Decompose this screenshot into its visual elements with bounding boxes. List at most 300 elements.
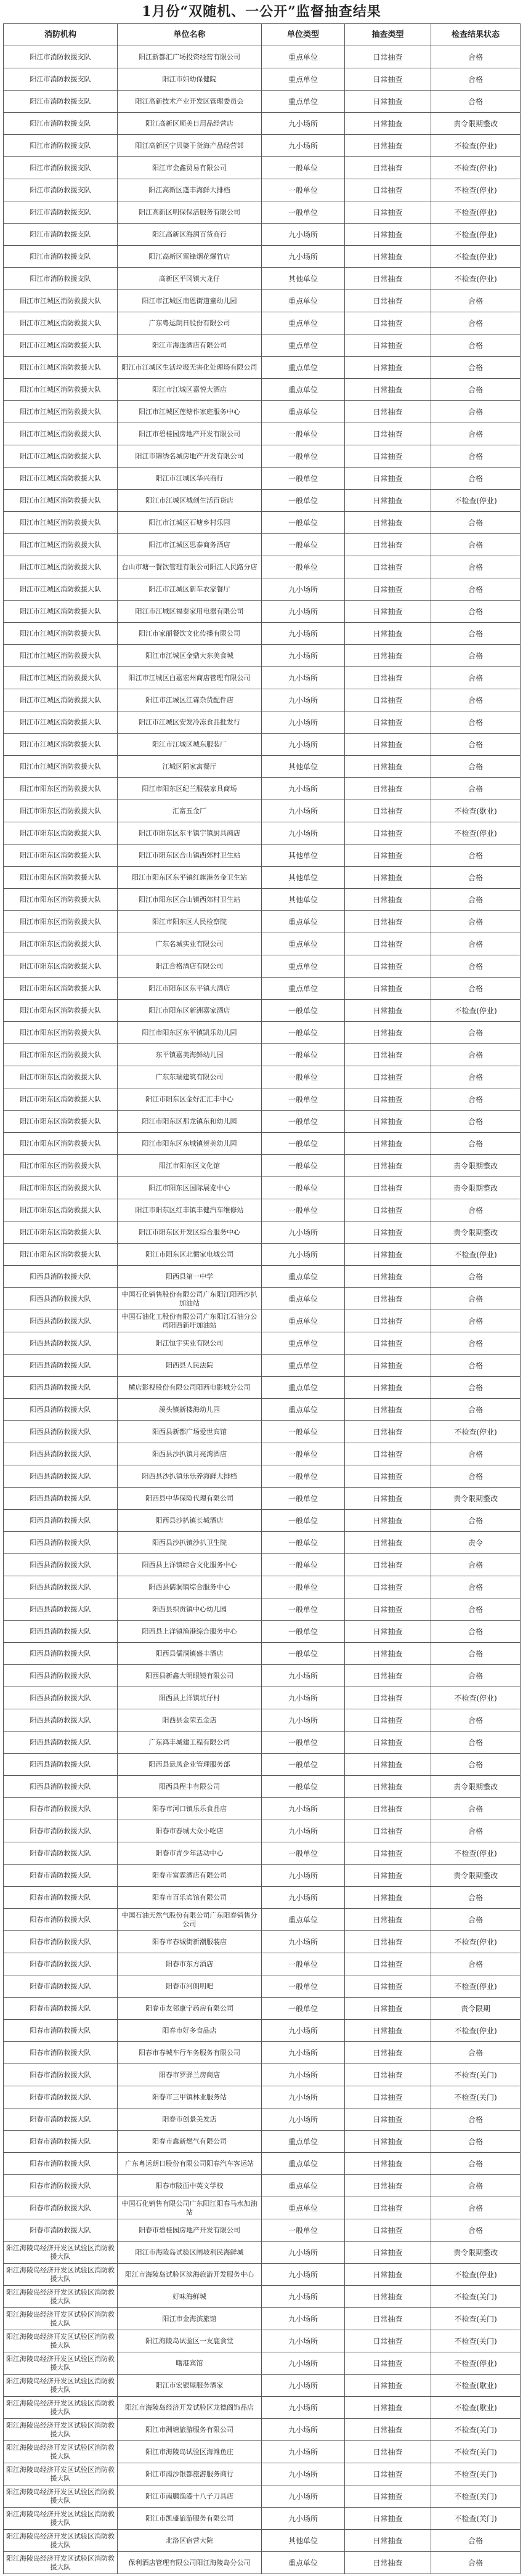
cell-result: 合格 [431, 978, 521, 1000]
page-title: 1月份“双随机、一公开”监督抽查结果 [142, 4, 381, 20]
table-row [4, 1000, 521, 1022]
cell-result: 合格 [431, 645, 521, 667]
cell-unit: 广东东瑞建筑有限公司 [118, 1066, 262, 1088]
cell-check-type: 日常抽查 [345, 1687, 431, 1709]
cell-check-type: 日常抽查 [345, 578, 431, 601]
cell-result: 合格 [431, 756, 521, 778]
table-row [4, 1598, 521, 1621]
cell-result: 合格 [431, 844, 521, 867]
cell-check-type: 日常抽查 [345, 1554, 431, 1576]
table-row [4, 2485, 521, 2508]
cell-check-type: 日常抽查 [345, 2219, 431, 2242]
cell-check-type: 日常抽查 [345, 800, 431, 822]
cell-org: 阳江市消防救援支队 [4, 224, 118, 246]
cell-unit-type: 重点单位 [262, 2131, 345, 2153]
cell-org: 阳江市江城区消防救援大队 [4, 689, 118, 711]
table-row [4, 1155, 521, 1177]
cell-result: 合格 [431, 711, 521, 734]
table-row [4, 1576, 521, 1598]
cell-check-type: 日常抽查 [345, 2264, 431, 2286]
cell-result: 合格 [431, 2530, 521, 2552]
cell-org: 阳春市消防救援大队 [4, 1865, 118, 1887]
cell-unit: 阳江市江城区江霖杂货配件店 [118, 689, 262, 711]
cell-unit-type: 一般单位 [262, 1488, 345, 1510]
cell-check-type: 日常抽查 [345, 312, 431, 334]
cell-unit-type: 九小场所 [262, 2308, 345, 2330]
cell-unit-type: 九小场所 [262, 578, 345, 601]
cell-org: 阳江海陵岛经济开发区试验区消防救援大队 [4, 2264, 118, 2286]
cell-unit: 阳西县程丰有限公司 [118, 1776, 262, 1798]
cell-result: 合格 [431, 1732, 521, 1754]
cell-unit-type: 九小场所 [262, 822, 345, 844]
cell-unit-type: 九小场所 [262, 2330, 345, 2352]
table-row [4, 1266, 521, 1288]
cell-org: 阳江市阳东区消防救援大队 [4, 1044, 118, 1066]
table-row [4, 1554, 521, 1576]
cell-check-type: 日常抽查 [345, 2508, 431, 2530]
cell-unit-type: 重点单位 [262, 1266, 345, 1288]
table-row [4, 756, 521, 778]
table-row [4, 1709, 521, 1732]
cell-result: 不检查(歇业) [431, 2375, 521, 2397]
cell-result: 合格 [431, 2131, 521, 2153]
cell-result: 不检查(关门) [431, 2086, 521, 2108]
cell-unit: 阳江市阳东区东平镇宇镇厨具商店 [118, 822, 262, 844]
cell-unit: 广东名城实业有限公司 [118, 933, 262, 955]
cell-check-type: 日常抽查 [345, 955, 431, 978]
cell-check-type: 日常抽查 [345, 822, 431, 844]
table-row [4, 1776, 521, 1798]
cell-check-type: 日常抽查 [345, 1975, 431, 1998]
table-row [4, 2242, 521, 2264]
cell-check-type: 日常抽查 [345, 1842, 431, 1865]
cell-unit: 阳春市春城车行车务服务有限公司 [118, 2042, 262, 2064]
table-row [4, 1909, 521, 1931]
cell-unit: 阳江市江城区金鼎大东美食城 [118, 645, 262, 667]
cell-result: 责令限期整改 [431, 1221, 521, 1244]
cell-org: 阳江市江城区消防救援大队 [4, 401, 118, 423]
cell-org: 阳江市阳东区消防救援大队 [4, 867, 118, 889]
cell-unit-type: 九小场所 [262, 601, 345, 623]
cell-unit-type: 一般单位 [262, 1554, 345, 1576]
cell-unit-type: 重点单位 [262, 955, 345, 978]
cell-check-type: 日常抽查 [345, 1088, 431, 1111]
table-row [4, 2197, 521, 2219]
cell-result: 合格 [431, 1576, 521, 1598]
cell-unit-type: 重点单位 [262, 68, 345, 91]
cell-result: 不检查(关门) [431, 2330, 521, 2352]
cell-check-type: 日常抽查 [345, 2042, 431, 2064]
cell-unit-type: 重点单位 [262, 2153, 345, 2175]
cell-check-type: 日常抽查 [345, 1066, 431, 1088]
cell-check-type: 日常抽查 [345, 46, 431, 68]
table-row [4, 224, 521, 246]
table-row [4, 1177, 521, 1199]
cell-unit-type: 九小场所 [262, 2397, 345, 2419]
cell-unit-type: 重点单位 [262, 978, 345, 1000]
cell-unit: 江城区陌家寓餐厅 [118, 756, 262, 778]
cell-check-type: 日常抽查 [345, 645, 431, 667]
cell-check-type: 日常抽查 [345, 2308, 431, 2330]
cell-result: 合格 [431, 734, 521, 756]
cell-org: 阳西县消防救援大队 [4, 1754, 118, 1776]
cell-org: 阳江市江城区消防救援大队 [4, 468, 118, 490]
cell-org: 阳西县消防救援大队 [4, 1288, 118, 1310]
cell-check-type: 日常抽查 [345, 68, 431, 91]
cell-result: 责令限期整改 [431, 2242, 521, 2264]
cell-result: 合格 [431, 2552, 521, 2574]
cell-check-type: 日常抽查 [345, 246, 431, 268]
cell-result: 合格 [431, 911, 521, 933]
cell-unit: 阳江市宏银屋服务酒家 [118, 2375, 262, 2397]
cell-org: 阳江市阳东区消防救援大队 [4, 1088, 118, 1111]
cell-result: 合格 [431, 667, 521, 689]
cell-unit: 阳江恒宇实业有限公司 [118, 1332, 262, 1355]
cell-check-type: 日常抽查 [345, 2352, 431, 2375]
cell-org: 阳春市消防救援大队 [4, 2219, 118, 2242]
cell-unit: 阳江市海陵岛试验区滨海旅游开发服务中心 [118, 2264, 262, 2286]
cell-unit: 阳江市阳东区人民检察院 [118, 911, 262, 933]
cell-org: 阳江海陵岛经济开发区试验区消防救援大队 [4, 2530, 118, 2552]
cell-unit: 阳江市妇幼保健院 [118, 68, 262, 91]
cell-result: 合格 [431, 468, 521, 490]
cell-check-type: 日常抽查 [345, 667, 431, 689]
cell-org: 阳江海陵岛经济开发区试验区消防救援大队 [4, 2308, 118, 2330]
cell-check-type: 日常抽查 [345, 1155, 431, 1177]
cell-unit-type: 九小场所 [262, 224, 345, 246]
cell-unit-type: 九小场所 [262, 689, 345, 711]
cell-check-type: 日常抽查 [345, 911, 431, 933]
table-row [4, 867, 521, 889]
cell-unit: 阳江市江城区城创生活百货店 [118, 490, 262, 512]
cell-unit-type: 一般单位 [262, 490, 345, 512]
cell-check-type: 日常抽查 [345, 1798, 431, 1820]
cell-org: 阳江市江城区消防救援大队 [4, 379, 118, 401]
table-row [4, 1111, 521, 1133]
table-row [4, 911, 521, 933]
cell-unit-type: 一般单位 [262, 1044, 345, 1066]
cell-check-type: 日常抽查 [345, 2330, 431, 2352]
cell-check-type: 日常抽查 [345, 1022, 431, 1044]
cell-unit-type: 一般单位 [262, 1199, 345, 1221]
cell-result: 合格 [431, 1909, 521, 1931]
cell-org: 阳西县消防救援大队 [4, 1532, 118, 1554]
table-row [4, 1732, 521, 1754]
cell-org: 阳江市江城区消防救援大队 [4, 667, 118, 689]
cell-unit: 汇富五金厂 [118, 800, 262, 822]
cell-org: 阳江市江城区消防救援大队 [4, 711, 118, 734]
cell-unit-type: 一般单位 [262, 2219, 345, 2242]
cell-unit-type: 九小场所 [262, 778, 345, 800]
cell-result: 合格 [431, 578, 521, 601]
table-row [4, 423, 521, 445]
cell-result: 合格 [431, 623, 521, 645]
cell-unit: 阳春市陂面中英文学校 [118, 2175, 262, 2197]
table-row [4, 1044, 521, 1066]
cell-check-type: 日常抽查 [345, 1199, 431, 1221]
cell-check-type: 日常抽查 [345, 2020, 431, 2042]
cell-result: 不检查(关门) [431, 2286, 521, 2308]
table-row [4, 1443, 521, 1465]
table-row [4, 2508, 521, 2530]
cell-org: 阳春市消防救援大队 [4, 2131, 118, 2153]
table-row [4, 1133, 521, 1155]
cell-result: 不检查(停业) [431, 268, 521, 290]
cell-unit-type: 重点单位 [262, 379, 345, 401]
cell-org: 阳春市消防救援大队 [4, 2108, 118, 2131]
cell-unit: 阳江市江城区南恩街道童幼儿园 [118, 290, 262, 312]
cell-check-type: 日常抽查 [345, 1776, 431, 1798]
table-row [4, 468, 521, 490]
cell-result: 合格 [431, 1044, 521, 1066]
cell-unit-type: 九小场所 [262, 2020, 345, 2042]
cell-check-type: 日常抽查 [345, 2441, 431, 2463]
cell-unit-type: 其他单位 [262, 268, 345, 290]
cell-result: 责令限期整改 [431, 1865, 521, 1887]
cell-org: 阳西县消防救援大队 [4, 1576, 118, 1598]
cell-unit-type: 九小场所 [262, 2441, 345, 2463]
cell-unit: 保利酒店管理有限公司阳江海陵岛分公司 [118, 2552, 262, 2574]
cell-unit-type: 其他单位 [262, 844, 345, 867]
cell-unit-type: 重点单位 [262, 91, 345, 113]
cell-result: 不检查(停业) [431, 490, 521, 512]
cell-check-type: 日常抽查 [345, 1133, 431, 1155]
cell-org: 阳春市消防救援大队 [4, 1931, 118, 1953]
cell-org: 阳西县消防救援大队 [4, 1399, 118, 1421]
cell-unit: 阳江高新区蓬丰海鲜大排档 [118, 179, 262, 201]
cell-check-type: 日常抽查 [345, 1953, 431, 1975]
cell-org: 阳西县消防救援大队 [4, 1465, 118, 1488]
cell-unit-type: 一般单位 [262, 1975, 345, 1998]
table-row [4, 601, 521, 623]
cell-unit: 阳江市海陵岛试验区闸坡利民海鲜城 [118, 2242, 262, 2264]
cell-check-type: 日常抽查 [345, 379, 431, 401]
cell-unit: 阳西县第一中学 [118, 1266, 262, 1288]
cell-unit-type: 一般单位 [262, 1510, 345, 1532]
table-row [4, 933, 521, 955]
table-row [4, 778, 521, 800]
cell-unit: 阳西县沙扒镇长城酒店 [118, 1510, 262, 1532]
cell-result: 不检查(停业) [431, 1687, 521, 1709]
cell-check-type: 日常抽查 [345, 91, 431, 113]
cell-unit: 阳江市凯盛旅游服务有限公司 [118, 2508, 262, 2530]
cell-check-type: 日常抽查 [345, 334, 431, 357]
cell-check-type: 日常抽查 [345, 423, 431, 445]
table-row [4, 800, 521, 822]
cell-check-type: 日常抽查 [345, 734, 431, 756]
cell-unit: 阳江市金鑫贸易有限公司 [118, 157, 262, 179]
cell-unit-type: 一般单位 [262, 179, 345, 201]
cell-unit-type: 重点单位 [262, 357, 345, 379]
table-row [4, 2264, 521, 2286]
cell-org: 阳江市江城区消防救援大队 [4, 734, 118, 756]
cell-unit-type: 其他单位 [262, 2530, 345, 2552]
table-row [4, 379, 521, 401]
cell-unit-type: 一般单位 [262, 1443, 345, 1465]
cell-check-type: 日常抽查 [345, 1177, 431, 1199]
cell-check-type: 日常抽查 [345, 268, 431, 290]
cell-org: 阳江市江城区消防救援大队 [4, 445, 118, 468]
header-check-type: 抽查类型 [345, 24, 431, 46]
table-row [4, 1953, 521, 1975]
cell-check-type: 日常抽查 [345, 534, 431, 556]
cell-org: 阳西县消防救援大队 [4, 1377, 118, 1399]
cell-org: 阳江市消防救援支队 [4, 46, 118, 68]
cell-unit-type: 一般单位 [262, 201, 345, 224]
cell-check-type: 日常抽查 [345, 357, 431, 379]
cell-check-type: 日常抽查 [345, 844, 431, 867]
cell-unit: 阳江市江城区安发冷冻食品批发行 [118, 711, 262, 734]
cell-result: 合格 [431, 1355, 521, 1377]
cell-unit: 高新区平冈镇大龙仔 [118, 268, 262, 290]
table-row [4, 1687, 521, 1709]
cell-check-type: 日常抽查 [345, 1732, 431, 1754]
cell-org: 阳江海陵岛经济开发区试验区消防救援大队 [4, 2419, 118, 2441]
cell-org: 阳江市阳东区消防救援大队 [4, 933, 118, 955]
cell-unit-type: 重点单位 [262, 911, 345, 933]
cell-result: 不检查(停业) [431, 135, 521, 157]
cell-unit-type: 重点单位 [262, 1399, 345, 1421]
table-row [4, 179, 521, 201]
cell-unit: 阳春市碧桂园房地产开发有限公司 [118, 2219, 262, 2242]
cell-check-type: 日常抽查 [345, 2153, 431, 2175]
table-row [4, 689, 521, 711]
cell-org: 阳西县消防救援大队 [4, 1355, 118, 1377]
cell-result: 责令限期整改 [431, 1155, 521, 1177]
cell-result: 责令限期整改 [431, 1177, 521, 1199]
cell-check-type: 日常抽查 [345, 556, 431, 578]
cell-unit: 阳春市罗驿兰房商店 [118, 2064, 262, 2086]
cell-org: 阳江市阳东区消防救援大队 [4, 911, 118, 933]
cell-check-type: 日常抽查 [345, 157, 431, 179]
cell-unit: 阳春市春城街新潮服装店 [118, 1931, 262, 1953]
cell-unit: 阳春市河口镇乐乐食品店 [118, 1798, 262, 1820]
cell-result: 不检查(停业) [431, 224, 521, 246]
cell-org: 阳江市阳东区消防救援大队 [4, 800, 118, 822]
table-row [4, 534, 521, 556]
cell-check-type: 日常抽查 [345, 1221, 431, 1244]
table-row [4, 1998, 521, 2020]
cell-org: 阳江市江城区消防救援大队 [4, 357, 118, 379]
cell-unit: 阳江市阳东区新洲嘉家酒店 [118, 1000, 262, 1022]
cell-org: 阳江市消防救援支队 [4, 179, 118, 201]
cell-result: 合格 [431, 601, 521, 623]
table-row [4, 2552, 521, 2574]
table-row [4, 157, 521, 179]
table-row [4, 1931, 521, 1953]
cell-check-type: 日常抽查 [345, 2397, 431, 2419]
cell-unit: 阳西县上洋镇渔港综合服务中心 [118, 1621, 262, 1643]
cell-unit: 阳西县儒洞镇综合服务中心 [118, 1576, 262, 1598]
table-row [4, 578, 521, 601]
table-row [4, 1332, 521, 1355]
cell-result: 合格 [431, 1332, 521, 1355]
cell-unit-type: 九小场所 [262, 2286, 345, 2308]
cell-result: 合格 [431, 334, 521, 357]
cell-unit-type: 九小场所 [262, 2042, 345, 2064]
cell-org: 阳春市消防救援大队 [4, 2086, 118, 2108]
cell-unit-type: 九小场所 [262, 2352, 345, 2375]
cell-unit-type: 一般单位 [262, 1776, 345, 1798]
cell-check-type: 日常抽查 [345, 867, 431, 889]
cell-check-type: 日常抽查 [345, 1044, 431, 1066]
cell-unit-type: 九小场所 [262, 1931, 345, 1953]
cell-unit: 阳西县中华保险代理有限公司 [118, 1488, 262, 1510]
table-row [4, 1887, 521, 1909]
cell-org: 阳西县消防救援大队 [4, 1732, 118, 1754]
cell-org: 阳西县消防救援大队 [4, 1598, 118, 1621]
cell-org: 阳江市消防救援支队 [4, 201, 118, 224]
table-row [4, 490, 521, 512]
cell-result: 不检查(停业) [431, 822, 521, 844]
cell-result: 不检查(关门) [431, 2485, 521, 2508]
cell-org: 阳春市消防救援大队 [4, 1842, 118, 1865]
table-row [4, 645, 521, 667]
cell-unit-type: 九小场所 [262, 1798, 345, 1820]
cell-check-type: 日常抽查 [345, 201, 431, 224]
cell-unit-type: 一般单位 [262, 534, 345, 556]
cell-org: 阳江市阳东区消防救援大队 [4, 978, 118, 1000]
cell-result: 合格 [431, 689, 521, 711]
cell-unit: 阳江高新区顺美日用品经营店 [118, 113, 262, 135]
cell-org: 阳江市阳东区消防救援大队 [4, 844, 118, 867]
cell-check-type: 日常抽查 [345, 778, 431, 800]
cell-check-type: 日常抽查 [345, 1377, 431, 1399]
cell-unit: 阳江市江城区嘉悦大酒店 [118, 379, 262, 401]
cell-org: 阳江市江城区消防救援大队 [4, 623, 118, 645]
cell-result: 合格 [431, 1088, 521, 1111]
table-row [4, 2441, 521, 2463]
cell-check-type: 日常抽查 [345, 1598, 431, 1621]
cell-check-type: 日常抽查 [345, 1754, 431, 1776]
table-row [4, 2375, 521, 2397]
cell-unit: 阳江高新区海润百货商行 [118, 224, 262, 246]
cell-unit: 阳江市海陵岛经济开发试验区龙德阁饰品店 [118, 2397, 262, 2419]
cell-check-type: 日常抽查 [345, 889, 431, 911]
table-row [4, 1310, 521, 1332]
cell-check-type: 日常抽查 [345, 1576, 431, 1598]
table-row [4, 2419, 521, 2441]
cell-unit-type: 一般单位 [262, 1000, 345, 1022]
table-row [4, 2153, 521, 2175]
cell-unit: 阳江市江城区新车农家餐厅 [118, 578, 262, 601]
cell-org: 阳西县消防救援大队 [4, 1687, 118, 1709]
cell-check-type: 日常抽查 [345, 1621, 431, 1643]
cell-unit-type: 九小场所 [262, 645, 345, 667]
cell-unit-type: 一般单位 [262, 157, 345, 179]
table-row [4, 268, 521, 290]
cell-unit-type: 一般单位 [262, 1022, 345, 1044]
cell-unit: 北洛区宿营大院 [118, 2530, 262, 2552]
cell-org: 阳江市阳东区消防救援大队 [4, 955, 118, 978]
cell-unit-type: 一般单位 [262, 1732, 345, 1754]
cell-unit: 阳西县人民法院 [118, 1355, 262, 1377]
cell-unit: 阳江市江城区华兴商行 [118, 468, 262, 490]
cell-check-type: 日常抽查 [345, 1510, 431, 1532]
cell-org: 阳江市阳东区消防救援大队 [4, 822, 118, 844]
cell-org: 阳江市阳东区消防救援大队 [4, 1244, 118, 1266]
cell-unit: 阳江市洲塘旅游服务有限公司 [118, 2419, 262, 2441]
cell-unit: 阳江市阳东区东平镇红旗港务金卫生站 [118, 867, 262, 889]
cell-result: 合格 [431, 2108, 521, 2131]
cell-check-type: 日常抽查 [345, 135, 431, 157]
header-row [4, 24, 521, 46]
cell-result: 不检查(停业) [431, 1244, 521, 1266]
table-row [4, 1244, 521, 1266]
cell-unit: 阳春市创景美发店 [118, 2108, 262, 2131]
cell-org: 阳江海陵岛经济开发区试验区消防救援大队 [4, 2441, 118, 2463]
table-row [4, 401, 521, 423]
